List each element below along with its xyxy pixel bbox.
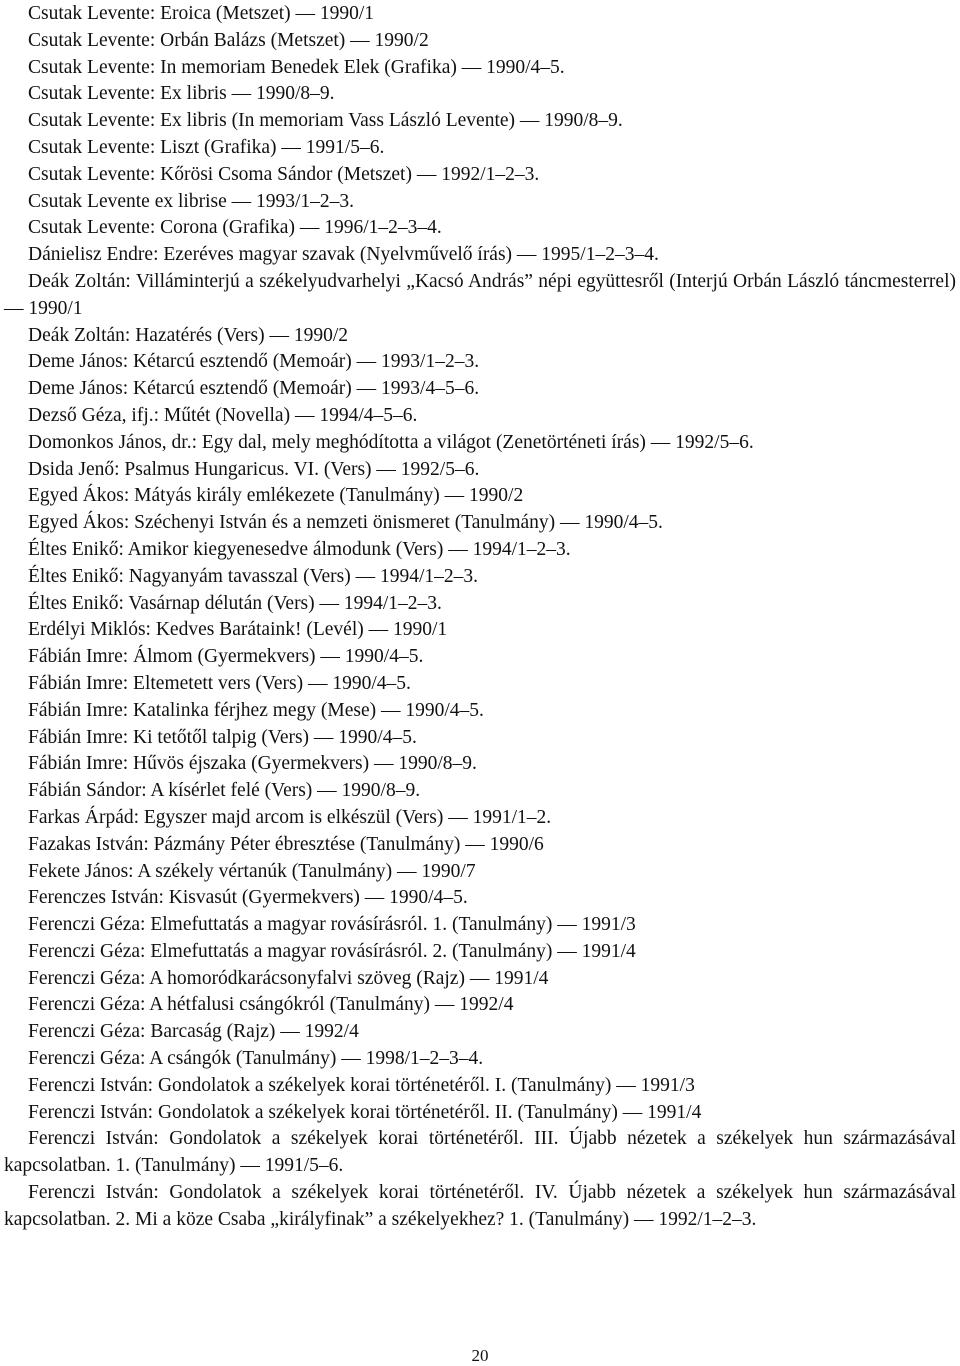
bibliography-entry: Ferenczi István: Gondolatok a székelyek korai történetéről. IV. Újabb nézetek a székelyek hun származásával kapcsolatban. 2. Mi a köze Csaba „királyfinak” a székelyekhez? 1. (Tanulmány) — 1992/1–2–3. bbox=[4, 1182, 956, 1230]
bibliography-entry: Domonkos János, dr.: Egy dal, mely meghódította a világot (Zenetörténeti írás) — 1992/5–6. bbox=[28, 431, 754, 453]
page-number: 20 bbox=[471, 1346, 489, 1365]
bibliography-entry: Farkas Árpád: Egyszer majd arcom is elkészül (Vers) — 1991/1–2. bbox=[28, 806, 552, 828]
bibliography-entry: Ferenczi Géza: A hétfalusi csángókról (Tanulmány) — 1992/4 bbox=[28, 994, 514, 1016]
bibliography-entry: Dánielisz Endre: Ezeréves magyar szavak (Nyelvművelő írás) — 1995/1–2–3–4. bbox=[28, 244, 659, 266]
bibliography-entry: Deme János: Kétarcú esztendő (Memoár) — 1993/1–2–3. bbox=[28, 351, 480, 373]
bibliography-entry: Fábián Imre: Hűvös éjszaka (Gyermekvers) — 1990/8–9. bbox=[28, 753, 477, 775]
bibliography-entry: Ferenczi István: Gondolatok a székelyek korai történetéről. I. (Tanulmány) — 1991/3 bbox=[28, 1074, 695, 1096]
bibliography-entry: Csutak Levente: Eroica (Metszet) — 1990/1 bbox=[28, 3, 375, 24]
bibliography-entry: Éltes Enikő: Vasárnap délután (Vers) — 1994/1–2–3. bbox=[28, 592, 442, 614]
bibliography-entry: Deák Zoltán: Villáminterjú a székelyudvarhelyi „Kacsó András” népi együttesről (Interjú Orbán László táncmesterrel) — 1990/1 bbox=[4, 270, 956, 319]
bibliography-entry: Fábián Imre: Katalinka férjhez megy (Mese) — 1990/4–5. bbox=[28, 699, 484, 721]
bibliography-entry: Egyed Ákos: Mátyás király emlékezete (Tanulmány) — 1990/2 bbox=[28, 485, 524, 507]
bibliography-entry: Csutak Levente: Ex libris — 1990/8–9. bbox=[28, 83, 335, 105]
bibliography-entry: Csutak Levente: Kőrösi Csoma Sándor (Metszet) — 1992/1–2–3. bbox=[28, 163, 540, 185]
bibliography-entry: Ferenczi Géza: A csángók (Tanulmány) — 1998/1–2–3–4. bbox=[28, 1048, 484, 1070]
bibliography-entry: Erdélyi Miklós: Kedves Barátaink! (Levél) — 1990/1 bbox=[28, 619, 448, 641]
bibliography-entry: Csutak Levente: Corona (Grafika) — 1996/1–2–3–4. bbox=[28, 217, 442, 239]
bibliography-list bbox=[4, 1, 956, 1234]
bibliography-entry: Fábián Imre: Ki tetőtől talpig (Vers) — 1990/4–5. bbox=[28, 726, 417, 748]
bibliography-entry: Ferenczes István: Kisvasút (Gyermekvers) — 1990/4–5. bbox=[28, 887, 468, 909]
bibliography-entry: Csutak Levente: In memoriam Benedek Elek (Grafika) — 1990/4–5. bbox=[28, 56, 565, 78]
bibliography-entry: Csutak Levente: Ex libris (In memoriam Vass László Levente) — 1990/8–9. bbox=[28, 110, 623, 132]
bibliography-entry: Csutak Levente: Orbán Balázs (Metszet) — 1990/2 bbox=[28, 29, 429, 51]
bibliography-entry: Ferenczi Géza: Barcaság (Rajz) — 1992/4 bbox=[28, 1021, 359, 1043]
bibliography-entry: Fábián Imre: Álmom (Gyermekvers) — 1990/4–5. bbox=[28, 646, 424, 668]
bibliography-entry: Ferenczi Géza: Elmefuttatás a magyar rovásírásról. 1. (Tanulmány) — 1991/3 bbox=[28, 914, 636, 936]
bibliography-entry: Éltes Enikő: Nagyanyám tavasszal (Vers) — 1994/1–2–3. bbox=[28, 565, 479, 587]
bibliography-entry: Ferenczi István: Gondolatok a székelyek korai történetéről. III. Újabb nézetek a székelyek hun származásával kapcsolatban. 1. (Tanulmány) — 1991/5–6. bbox=[4, 1128, 956, 1177]
bibliography-entry: Fábián Imre: Eltemetett vers (Vers) — 1990/4–5. bbox=[28, 672, 411, 694]
bibliography-entry: Egyed Ákos: Széchenyi István és a nemzeti önismeret (Tanulmány) — 1990/4–5. bbox=[28, 512, 663, 534]
bibliography-entry: Fekete János: A székely vértanúk (Tanulmány) — 1990/7 bbox=[28, 860, 476, 882]
bibliography-entry: Ferenczi Géza: Elmefuttatás a magyar rovásírásról. 2. (Tanulmány) — 1991/4 bbox=[28, 940, 636, 962]
bibliography-entry: Csutak Levente: Liszt (Grafika) — 1991/5–6. bbox=[28, 136, 385, 158]
bibliography-entry: Ferenczi Géza: A homoródkarácsonyfalvi szöveg (Rajz) — 1991/4 bbox=[28, 967, 549, 989]
bibliography-entry: Éltes Enikő: Amikor kiegyenesedve álmodunk (Vers) — 1994/1–2–3. bbox=[28, 538, 571, 560]
bibliography-entry: Fazakas István: Pázmány Péter ébresztése (Tanulmány) — 1990/6 bbox=[28, 833, 544, 855]
bibliography-entry: Deme János: Kétarcú esztendő (Memoár) — 1993/4–5–6. bbox=[28, 378, 480, 400]
bibliography-entry: Deák Zoltán: Hazatérés (Vers) — 1990/2 bbox=[28, 324, 349, 346]
bibliography-entry: Ferenczi István: Gondolatok a székelyek korai történetéről. II. (Tanulmány) — 1991/4 bbox=[28, 1101, 702, 1123]
bibliography-entry: Dezső Géza, ifj.: Műtét (Novella) — 1994/4–5–6. bbox=[28, 404, 418, 426]
bibliography-entry: Csutak Levente ex librise — 1993/1–2–3. bbox=[28, 190, 355, 212]
bibliography-entry: Fábián Sándor: A kísérlet felé (Vers) — 1990/8–9. bbox=[28, 780, 421, 802]
bibliography-entry: Dsida Jenő: Psalmus Hungaricus. VI. (Vers) — 1992/5–6. bbox=[28, 458, 480, 480]
